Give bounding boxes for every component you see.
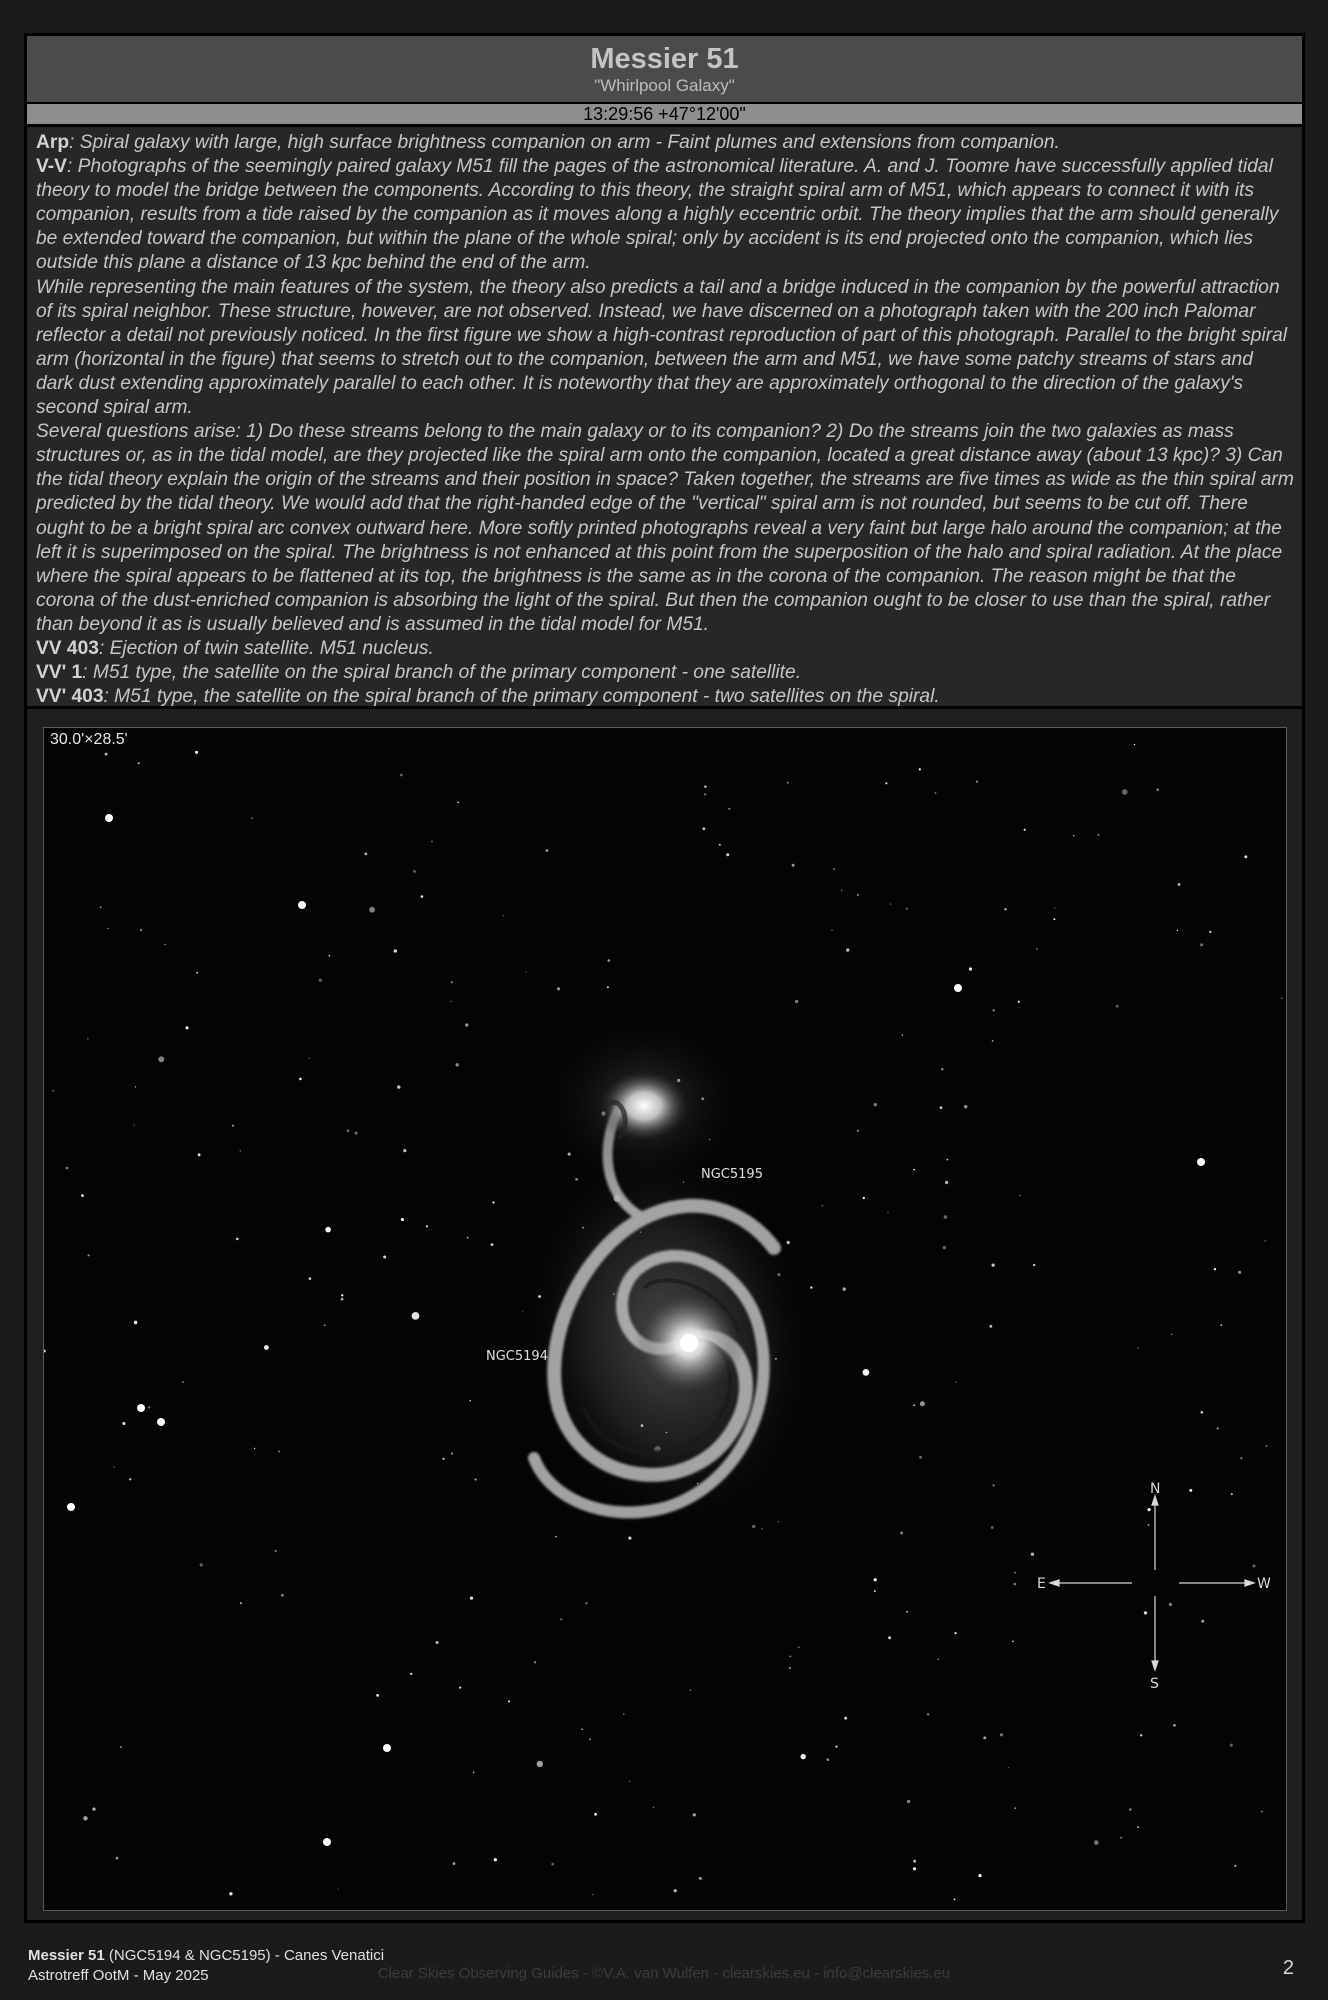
star bbox=[182, 1381, 184, 1383]
star bbox=[560, 1618, 562, 1620]
star bbox=[1238, 1271, 1241, 1274]
star bbox=[401, 1218, 404, 1221]
star bbox=[833, 868, 835, 870]
star bbox=[1169, 1603, 1172, 1606]
vvp1-label: VV' 1 bbox=[36, 662, 83, 684]
star bbox=[945, 1181, 948, 1184]
star bbox=[955, 1632, 957, 1634]
star bbox=[1019, 1195, 1021, 1197]
star bbox=[88, 1254, 90, 1256]
star bbox=[1156, 788, 1159, 791]
star bbox=[426, 1225, 428, 1227]
bright-star bbox=[298, 901, 306, 909]
star bbox=[1240, 1457, 1242, 1459]
star bbox=[693, 1813, 696, 1816]
star bbox=[906, 908, 908, 910]
star bbox=[792, 864, 795, 867]
star bbox=[264, 1345, 269, 1350]
star bbox=[236, 1238, 239, 1241]
star bbox=[1140, 1734, 1142, 1736]
star bbox=[1134, 744, 1135, 745]
star bbox=[240, 1602, 242, 1604]
star bbox=[944, 1215, 947, 1218]
star bbox=[1173, 1724, 1176, 1727]
star bbox=[100, 906, 102, 908]
field-of-view: 30.0'×28.5' bbox=[50, 731, 128, 748]
object-nickname: "Whirlpool Galaxy" bbox=[594, 76, 735, 95]
vvp1-text: : M51 type, the satellite on the spiral branch of the primary component - one satellite. bbox=[82, 662, 802, 684]
star bbox=[992, 1040, 994, 1042]
star bbox=[347, 1129, 350, 1132]
star bbox=[473, 1772, 474, 1773]
star bbox=[1201, 1411, 1204, 1414]
star bbox=[114, 1467, 115, 1468]
star bbox=[1122, 789, 1128, 795]
star bbox=[546, 849, 549, 852]
star bbox=[586, 1602, 588, 1604]
star bbox=[383, 1256, 386, 1259]
star bbox=[913, 1169, 915, 1171]
star bbox=[120, 1746, 122, 1748]
star bbox=[1234, 1865, 1236, 1867]
bright-star bbox=[137, 1404, 145, 1412]
footer-object-name: Messier 51 bbox=[28, 1947, 105, 1964]
guide-frame bbox=[24, 33, 1305, 1923]
star bbox=[254, 1448, 255, 1449]
star bbox=[1120, 1837, 1122, 1839]
star bbox=[1094, 1840, 1099, 1845]
compass-east: E bbox=[1037, 1576, 1046, 1592]
star bbox=[801, 1754, 806, 1759]
star bbox=[826, 1758, 829, 1761]
star bbox=[81, 1194, 84, 1197]
star bbox=[1200, 943, 1203, 946]
star bbox=[1138, 1348, 1139, 1349]
star bbox=[453, 1862, 456, 1865]
star bbox=[129, 1478, 131, 1480]
star bbox=[913, 1867, 916, 1870]
vvp1-entry bbox=[36, 661, 1294, 685]
star bbox=[278, 1450, 280, 1452]
star bbox=[969, 967, 972, 970]
star bbox=[674, 1889, 677, 1892]
vv403-label: VV 403 bbox=[36, 637, 99, 659]
star bbox=[752, 1525, 755, 1528]
star bbox=[557, 987, 560, 990]
star bbox=[1012, 1640, 1014, 1642]
star bbox=[919, 768, 921, 770]
star bbox=[857, 1130, 859, 1132]
star bbox=[309, 1277, 312, 1280]
star bbox=[592, 1894, 593, 1895]
star bbox=[551, 1863, 554, 1866]
star bbox=[990, 1325, 993, 1328]
star bbox=[467, 1237, 469, 1239]
star bbox=[431, 841, 432, 842]
star bbox=[1053, 918, 1055, 920]
label-ngc5194: NGC5194 bbox=[486, 1349, 548, 1364]
compass-north: N bbox=[1150, 1481, 1161, 1497]
star bbox=[148, 1406, 151, 1409]
star bbox=[400, 774, 403, 777]
star bbox=[376, 1694, 379, 1697]
vv403-entry bbox=[36, 637, 1294, 661]
star bbox=[991, 1526, 994, 1529]
coordinates-bar: 13:29:56 +47°12'00" bbox=[27, 104, 1302, 127]
star bbox=[943, 1246, 946, 1249]
star bbox=[900, 1532, 903, 1535]
star bbox=[704, 786, 706, 788]
star bbox=[906, 1611, 908, 1613]
star bbox=[319, 979, 322, 982]
star bbox=[240, 1150, 241, 1151]
bright-star bbox=[954, 984, 962, 992]
star bbox=[1217, 1427, 1219, 1429]
star bbox=[927, 1713, 929, 1715]
star bbox=[325, 1227, 331, 1233]
star bbox=[1281, 997, 1283, 999]
star bbox=[1148, 1508, 1151, 1511]
star bbox=[436, 1641, 439, 1644]
star bbox=[492, 1201, 494, 1203]
star bbox=[1220, 1324, 1222, 1326]
star bbox=[534, 1661, 536, 1663]
star bbox=[1004, 908, 1006, 910]
star bbox=[494, 1858, 497, 1861]
star bbox=[581, 1729, 582, 1730]
star bbox=[394, 949, 397, 952]
star bbox=[1144, 1611, 1147, 1614]
star bbox=[690, 1690, 691, 1691]
star bbox=[1073, 835, 1075, 837]
star bbox=[798, 1647, 799, 1648]
star bbox=[451, 981, 453, 983]
star bbox=[1230, 1744, 1233, 1747]
star bbox=[134, 1321, 137, 1324]
star bbox=[589, 1738, 591, 1740]
star bbox=[628, 1537, 631, 1540]
star bbox=[761, 1528, 763, 1530]
star bbox=[976, 781, 978, 783]
star bbox=[1178, 883, 1181, 886]
star bbox=[902, 1034, 903, 1035]
bright-star bbox=[157, 1418, 165, 1426]
star bbox=[251, 817, 253, 819]
star bbox=[1265, 1445, 1267, 1447]
vv-entry bbox=[36, 155, 1294, 275]
star bbox=[608, 959, 611, 962]
star bbox=[135, 1086, 136, 1087]
star bbox=[457, 802, 459, 804]
compass-west: W bbox=[1257, 1576, 1271, 1592]
star bbox=[978, 1874, 981, 1877]
star bbox=[341, 1294, 343, 1296]
star bbox=[491, 1243, 494, 1246]
star bbox=[1054, 907, 1055, 908]
arp-label: Arp bbox=[36, 132, 70, 153]
star bbox=[993, 1484, 995, 1486]
star bbox=[1129, 1808, 1132, 1811]
star bbox=[919, 1456, 922, 1459]
star bbox=[913, 1404, 915, 1406]
star bbox=[704, 793, 707, 796]
star bbox=[196, 972, 198, 974]
star bbox=[831, 930, 833, 932]
star bbox=[874, 1103, 877, 1106]
vv-paragraph-2: While representing the main features of the system, the theory also predicts a tail and a bridge induced in the companion by the powerful attraction of its spiral neighbor. These structure, however, are not observed. Instead, we have discerned on a photograph taken with the 200 inch Palomar reflector a detail not previously noticed. In the first figure we show a high-contrast reproduction of part of this photograph. Parallel to the bright spiral arm (horizontal in the figure) that seems to stretch out to the companion, between the arm and M51, we have some patchy streams of stars and dark dust extending approximately parallel to each other. It is noteworthy that they are approximately orthogonal to the direction of the galaxy's second spiral arm. bbox=[36, 276, 1288, 419]
description-panel bbox=[27, 127, 1302, 709]
star bbox=[1098, 834, 1100, 836]
star bbox=[983, 1736, 986, 1739]
galaxy-photo bbox=[43, 727, 1287, 1911]
star bbox=[1253, 1565, 1256, 1568]
star bbox=[397, 1085, 400, 1088]
star bbox=[456, 1063, 459, 1066]
star bbox=[1171, 1334, 1172, 1335]
star bbox=[795, 1000, 798, 1003]
star bbox=[789, 1667, 791, 1669]
star bbox=[1014, 1572, 1016, 1574]
star bbox=[885, 782, 887, 784]
star bbox=[232, 1125, 234, 1127]
footer-object-detail: (NGC5194 & NGC5195) - Canes Venatici bbox=[104, 1947, 385, 1964]
star bbox=[165, 944, 166, 945]
star bbox=[198, 1153, 201, 1156]
star bbox=[1031, 1553, 1034, 1556]
star bbox=[186, 1026, 189, 1029]
star bbox=[1116, 1005, 1119, 1008]
star bbox=[138, 762, 140, 764]
star bbox=[1014, 1807, 1016, 1809]
star bbox=[324, 1324, 326, 1326]
star bbox=[105, 753, 108, 756]
star bbox=[947, 1159, 949, 1161]
star bbox=[1036, 948, 1037, 949]
star bbox=[843, 1287, 846, 1290]
title-bar bbox=[27, 36, 1302, 104]
bright-star bbox=[1197, 1158, 1205, 1166]
star bbox=[413, 870, 416, 873]
star bbox=[87, 1038, 88, 1039]
arp-text: : Spiral galaxy with large, high surface brightness companion on arm - Faint plumes and extensions from companion. bbox=[69, 132, 1060, 153]
star bbox=[594, 1813, 597, 1816]
star bbox=[653, 1807, 655, 1809]
star bbox=[1000, 1733, 1003, 1736]
footer-credit: Clear Skies Observing Guides - ©V.A. van Wulfen - clearskies.eu - info@clearskies.eu bbox=[377, 1965, 951, 1982]
star bbox=[822, 1205, 824, 1207]
bright-star bbox=[323, 1838, 331, 1846]
star bbox=[835, 1746, 837, 1748]
label-ngc5195: NGC5195 bbox=[701, 1167, 763, 1182]
star bbox=[1177, 930, 1178, 931]
star bbox=[1137, 1826, 1139, 1828]
star bbox=[281, 1594, 284, 1597]
star bbox=[442, 1458, 444, 1460]
star bbox=[913, 1860, 916, 1863]
star bbox=[140, 929, 142, 931]
star bbox=[108, 928, 109, 929]
star bbox=[1261, 1811, 1263, 1813]
page-number: 2 bbox=[1282, 1957, 1294, 1979]
star bbox=[846, 948, 849, 951]
star bbox=[229, 1892, 232, 1895]
galaxy-photo-svg bbox=[44, 728, 1286, 1910]
star bbox=[890, 903, 891, 904]
vv-paragraph-3: Several questions arise: 1) Do these streams belong to the main galaxy or to its companion? 2) Do the streams join the two galaxies as mass structures or, as in the tidal model, are they projected like the spiral arm onto the companion, located a great distance away (about 13 kpc)? 3) Can the tidal theory explain the origin of the streams and their position in space? Taken together, the streams are five times as wide as the thin spiral arm predicted by the tidal theory. We would add that the right-handed edge of the "vertical" spiral arm is not rounded, but seems to be cut off. There ought to be a bright spiral arc convex outward here. More softly printed photographs reveal a very faint but large halo around the companion; at the left it is superimposed on the spiral. The brightness is not enhanced at this point from the superposition of the halo and spiral radiation. At the place where the spiral appears to be flattened at its top, the brightness is the same as in the corona of the companion. The reason might be that the corona of the dust-enriched companion is absorbing the light of the spiral. But then the companion ought to be closer to use than the spiral, rather than beyond it as is usually believed and is assumed in the tidal model for M51. bbox=[36, 421, 1294, 635]
star bbox=[888, 1636, 891, 1639]
star bbox=[719, 844, 721, 846]
star bbox=[299, 1078, 302, 1081]
star bbox=[122, 1422, 125, 1425]
star bbox=[778, 1521, 779, 1522]
star bbox=[1214, 1268, 1216, 1270]
star bbox=[275, 1550, 277, 1552]
star bbox=[841, 890, 843, 892]
star bbox=[887, 1212, 889, 1214]
star bbox=[728, 808, 730, 810]
star bbox=[200, 1563, 203, 1566]
star bbox=[1008, 1767, 1009, 1768]
star bbox=[465, 1023, 468, 1026]
vvp403-entry bbox=[36, 685, 1294, 709]
star bbox=[992, 1264, 995, 1267]
star bbox=[92, 1808, 95, 1811]
star bbox=[1018, 1001, 1020, 1003]
star bbox=[459, 1687, 461, 1689]
star bbox=[470, 1400, 471, 1401]
star bbox=[956, 1382, 957, 1383]
star bbox=[555, 1536, 556, 1537]
star bbox=[1033, 1264, 1035, 1266]
bright-star bbox=[383, 1744, 391, 1752]
star bbox=[629, 1781, 631, 1783]
star bbox=[410, 1673, 412, 1675]
star bbox=[938, 1659, 939, 1660]
star bbox=[874, 1590, 876, 1592]
footer-object-line bbox=[28, 1946, 384, 1966]
star bbox=[526, 972, 527, 973]
star bbox=[920, 1401, 925, 1406]
star bbox=[470, 1597, 473, 1600]
star bbox=[863, 1369, 870, 1376]
star bbox=[699, 1877, 702, 1880]
star bbox=[1024, 829, 1026, 831]
star bbox=[954, 1899, 956, 1901]
star bbox=[52, 1090, 54, 1092]
footer-event: Astrotreff OotM - May 2025 bbox=[28, 1967, 209, 1984]
star bbox=[907, 1800, 910, 1803]
star bbox=[508, 1700, 510, 1702]
star bbox=[116, 1857, 119, 1860]
star bbox=[703, 827, 706, 830]
star bbox=[940, 1106, 943, 1109]
star bbox=[341, 1298, 344, 1301]
star bbox=[787, 782, 789, 784]
star bbox=[503, 915, 504, 916]
star bbox=[158, 1056, 164, 1062]
bright-star bbox=[105, 814, 113, 822]
star bbox=[789, 1656, 791, 1658]
star bbox=[412, 1312, 420, 1320]
star bbox=[726, 853, 729, 856]
star bbox=[329, 955, 331, 957]
vv-label: V-V bbox=[36, 156, 67, 178]
star bbox=[874, 1578, 877, 1581]
star bbox=[66, 1167, 69, 1170]
star bbox=[1148, 1524, 1150, 1526]
star bbox=[623, 1713, 624, 1714]
arp-entry bbox=[36, 131, 1294, 155]
compass-south: S bbox=[1150, 1676, 1159, 1692]
star bbox=[1189, 1489, 1192, 1492]
star bbox=[1231, 1493, 1233, 1495]
star bbox=[337, 1888, 338, 1889]
star bbox=[857, 894, 859, 896]
vvp403-text: : M51 type, the satellite on the spiral branch of the primary component - two satellites on the spiral. bbox=[103, 686, 940, 708]
star bbox=[403, 1149, 406, 1152]
star bbox=[369, 907, 375, 913]
star bbox=[1244, 855, 1247, 858]
vv-text: : Photographs of the seemingly paired galaxy M51 fill the pages of the astronomical literature. A. and J. Toomre have successfully applied tidal theory to model the bridge between the components. According to this theory, the straight spiral arm of M51, which appears to connect it with its companion, results from a tide raised by the companion as it moves along a highly eccentric orbit. The theory implies that the arm should generally be extended toward the companion, but within the plane of the whole spiral; only by accident is its end projected onto the companion, which lies outside this plane a distance of 13 kpc behind the end of the arm. bbox=[36, 156, 1279, 274]
star bbox=[537, 1761, 543, 1767]
star bbox=[1209, 931, 1211, 933]
star bbox=[863, 1197, 865, 1199]
star bbox=[195, 751, 198, 754]
star bbox=[451, 1452, 453, 1454]
star bbox=[83, 1816, 87, 1820]
star bbox=[451, 1001, 452, 1002]
star bbox=[1201, 1620, 1204, 1623]
star bbox=[475, 1478, 477, 1480]
star bbox=[309, 1058, 310, 1059]
star bbox=[941, 1068, 943, 1070]
star bbox=[421, 895, 424, 898]
star bbox=[607, 986, 609, 988]
star bbox=[993, 1009, 995, 1011]
star bbox=[364, 853, 367, 856]
vv403-text: : Ejection of twin satellite. M51 nucleus. bbox=[98, 637, 434, 659]
star bbox=[1264, 1240, 1266, 1242]
vvp403-label: VV' 403 bbox=[36, 686, 104, 708]
star bbox=[844, 1717, 847, 1720]
object-title: Messier 51 bbox=[590, 43, 739, 75]
star bbox=[134, 1124, 135, 1125]
star bbox=[1014, 1583, 1017, 1586]
star bbox=[964, 1105, 967, 1108]
bright-star bbox=[67, 1503, 75, 1511]
star bbox=[935, 792, 937, 794]
star bbox=[355, 1132, 358, 1135]
